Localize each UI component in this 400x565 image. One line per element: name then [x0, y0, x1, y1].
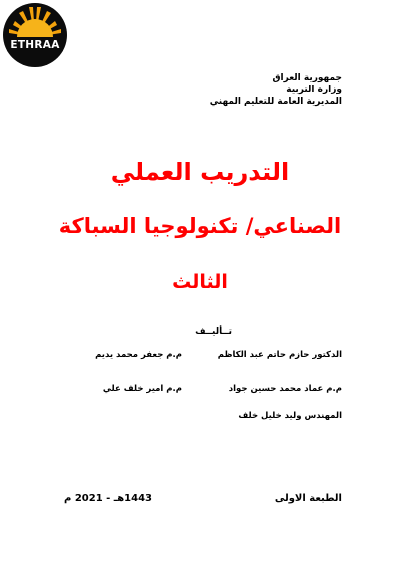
grade-level: الثالث: [172, 271, 228, 293]
sunburst-icon: [3, 3, 67, 67]
book-title: التدريب العملي: [110, 158, 290, 186]
book-subtitle: الصناعي/ تكنولوجيا السباكة: [58, 214, 342, 238]
logo-text: ETHRAA: [10, 39, 60, 51]
edition-year: 1443هـ - 2021 م: [64, 493, 152, 504]
ministry-header: [210, 72, 342, 108]
author-name: م.م امير خلف علي: [102, 384, 182, 394]
author-name: المهندس وليد خليل خلف: [238, 411, 342, 421]
header-country: جمهورية العراق: [272, 73, 342, 83]
author-name: م.م جعفر محمد يديم: [95, 350, 182, 360]
edition-label: الطبعة الاولى: [274, 493, 342, 504]
author-name: الدكتور حازم حاتم عبد الكاظم: [217, 350, 342, 360]
authors-heading: تــأليــف: [195, 327, 232, 337]
header-directorate: المديرية العامة للتعليم المهني: [209, 97, 342, 107]
header-ministry: وزارة التربية: [286, 85, 342, 95]
author-name: م.م عماد محمد حسين جواد: [228, 384, 342, 394]
ethraa-logo: [3, 3, 67, 67]
